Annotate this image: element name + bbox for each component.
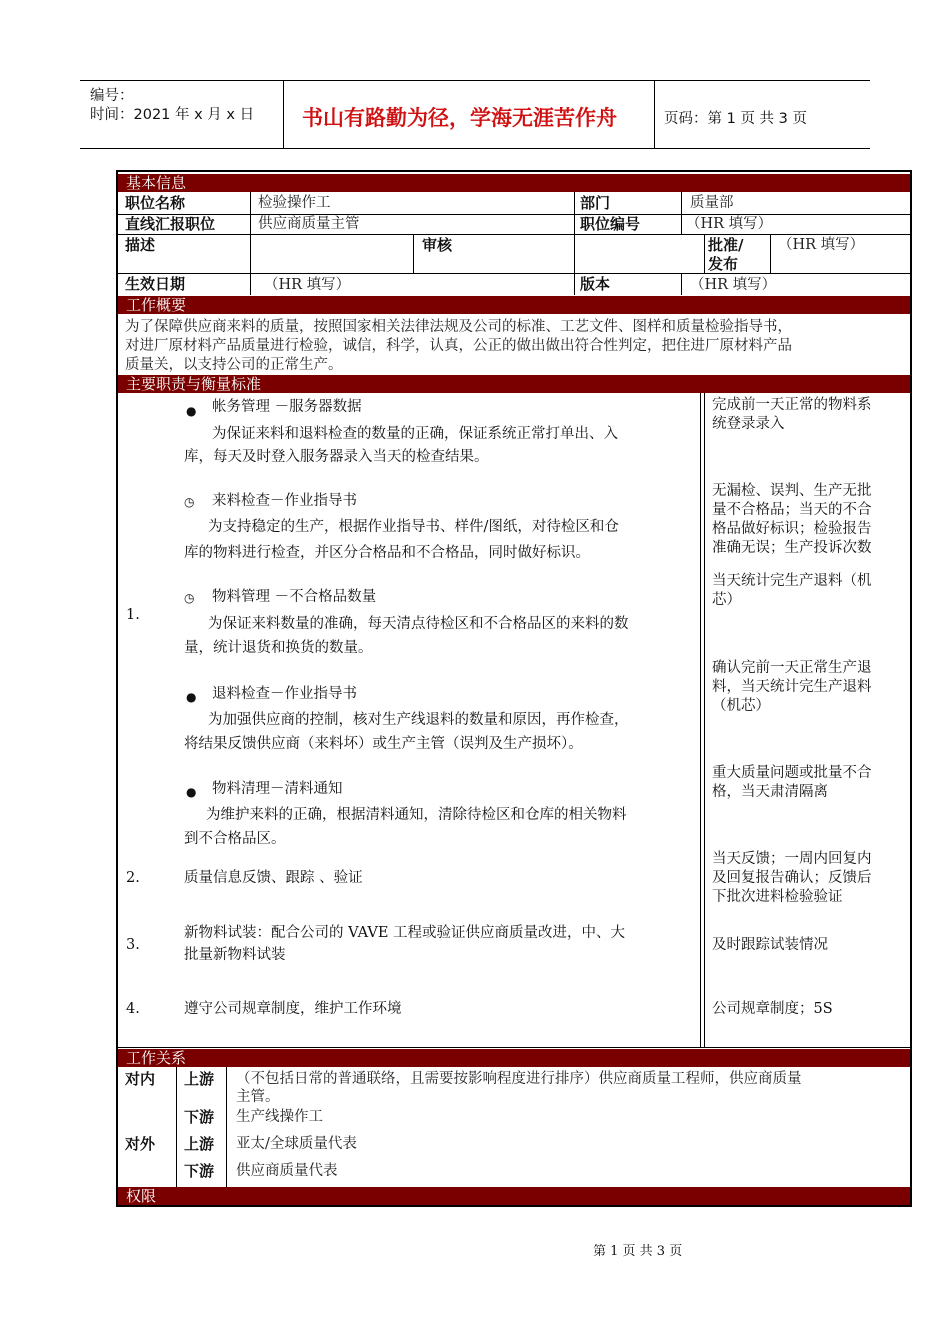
standard-2-line-4: 准确无误；生产投诉次数 (712, 540, 872, 556)
duty-3-line-1: 新物料试装：配合公司的 VAVE 工程或验证供应商质量改进，中、大 (184, 925, 626, 941)
label-internal-upstream: 上游 (184, 1070, 215, 1088)
duty-1-5-line-2: 到不合格品区。 (184, 831, 286, 847)
duty-1-3-line-2: 量，统计退货和换货的数量。 (184, 640, 373, 656)
value-position-number: （HR 填写） (686, 216, 773, 232)
grid-line (226, 1067, 227, 1187)
grid-line (704, 393, 705, 1048)
standard-6-line-1: 当天反馈；一周内回复内 (712, 851, 872, 867)
header-number: 编号： (90, 88, 134, 104)
label-department: 部门 (580, 194, 611, 212)
label-position-name: 职位名称 (125, 194, 186, 212)
label-external-downstream: 下游 (184, 1162, 215, 1180)
standard-6-line-2: 及回复报告确认；反馈后 (712, 870, 872, 886)
grid-line (176, 1067, 177, 1187)
value-department: 质量部 (690, 195, 734, 211)
section-title-relations: 工作关系 (126, 1049, 187, 1067)
clock-icon: ◷ (184, 495, 195, 509)
grid-line (770, 234, 771, 273)
header-slogan: 书山有路勤为径，学海无涯苦作舟 (302, 106, 617, 130)
bullet-icon: ● (186, 785, 197, 799)
duty-1-3-line-1: 为保证来料数量的准确，每天清点待检区和不合格品区的来料的数 (208, 616, 629, 632)
section-title-overview: 工作概要 (126, 296, 187, 314)
table-right-border (910, 170, 912, 1206)
standard-5-line-1: 重大质量问题或批量不合 (712, 765, 872, 781)
duty-1-3-title: 物料管理 －不合格品数量 (212, 589, 377, 605)
value-version: （HR 填写） (690, 277, 777, 293)
label-report-to: 直线汇报职位 (125, 215, 216, 233)
grid-line (118, 214, 910, 215)
duty-1-1-title: 帐务管理 －服务器数据 (212, 399, 362, 415)
standard-4-line-1: 确认完前一天正常生产退 (712, 660, 872, 676)
label-internal-downstream: 下游 (184, 1108, 215, 1126)
standard-5-line-2: 格，当天肃清隔离 (712, 784, 828, 800)
bullet-icon: ● (186, 690, 197, 704)
standard-4-line-2: 料，当天统计完生产退料 (712, 679, 872, 695)
internal-upstream-line-1: （不包括日常的普通联络，且需要按影响程度进行排序）供应商质量工程师，供应商质量 (236, 1071, 802, 1087)
duty-number-3: 3. (126, 937, 140, 953)
header-time: 时间：2021 年 x 月 x 日 (90, 107, 255, 123)
section-bar-basic-info (118, 174, 910, 192)
grid-line (700, 393, 701, 1048)
value-report-to: 供应商质量主管 (258, 216, 360, 232)
label-external: 对外 (125, 1135, 156, 1153)
standard-1-line-2: 统登录录入 (712, 416, 785, 432)
section-bar-relations (118, 1049, 910, 1067)
label-internal: 对内 (125, 1070, 156, 1088)
header-divider-left (283, 80, 284, 148)
internal-upstream-line-2: 主管。 (236, 1089, 280, 1105)
duty-1-1-line-2: 库，每天及时登入服务器录入当天的检查结果。 (184, 449, 489, 465)
table-top-border (116, 170, 912, 172)
label-effective-date: 生效日期 (125, 275, 186, 293)
label-approve: 批准/ (708, 236, 744, 254)
duty-1-4-line-1: 为加强供应商的控制，核对生产线退料的数量和原因，再作检查， (208, 712, 629, 728)
duty-number-4: 4. (126, 1001, 140, 1017)
grid-line (250, 192, 251, 295)
standard-2-line-3: 格品做好标识；检验报告 (712, 521, 872, 537)
label-publish: 发布 (708, 255, 739, 273)
section-bar-duties (118, 375, 910, 393)
header-page-number: 页码：第 1 页 共 3 页 (664, 111, 807, 127)
section-bar-overview (118, 296, 910, 314)
grid-line (681, 273, 682, 295)
duty-1-4-title: 退料检查－作业指导书 (212, 686, 357, 702)
section-bar-authority (118, 1187, 910, 1205)
duty-1-2-line-1: 为支持稳定的生产，根据作业指导书、样件/图纸，对待检区和仓 (208, 519, 619, 535)
clock-icon: ◷ (184, 591, 195, 605)
duty-1-5-line-1: 为维护来料的正确，根据清料通知，清除待检区和仓库的相关物料 (206, 807, 627, 823)
header-top-rule (80, 80, 870, 81)
label-review: 审核 (422, 236, 453, 254)
grid-line (574, 192, 575, 295)
duty-4-text: 遵守公司规章制度，维护工作环境 (184, 1001, 402, 1017)
section-title-duties: 主要职责与衡量标准 (126, 375, 262, 393)
duty-1-2-line-2: 库的物料进行检查，并区分合格品和不合格品，同时做好标识。 (184, 545, 590, 561)
value-approve: （HR 填写） (778, 237, 865, 253)
overview-line-1: 为了保障供应商来料的质量，按照国家相关法律法规及公司的标准、工艺文件、图样和质量检验指导书， (125, 319, 792, 335)
standard-3-line-1: 当天统计完生产退料（机 (712, 573, 872, 589)
overview-line-3: 质量关，以支持公司的正常生产。 (125, 357, 343, 373)
internal-downstream: 生产线操作工 (236, 1109, 323, 1125)
standard-8: 公司规章制度；5S (712, 1001, 833, 1017)
grid-line (704, 234, 705, 273)
grid-line (413, 234, 414, 273)
value-effective-date: （HR 填写） (264, 277, 351, 293)
standard-1-line-1: 完成前一天正常的物料系 (712, 397, 872, 413)
header-divider-right (654, 80, 655, 148)
standard-6-line-3: 下批次进料检验验证 (712, 889, 843, 905)
overview-line-2: 对进厂原材料产品质量进行检验，诚信，科学，认真，公正的做出做出符合性判定，把住进厂原材料产品 (125, 338, 792, 354)
standard-3-line-2: 芯） (712, 592, 741, 608)
standard-4-line-3: （机芯） (712, 698, 770, 714)
standard-2-line-2: 量不合格品；当天的不合 (712, 502, 872, 518)
external-downstream: 供应商质量代表 (236, 1163, 338, 1179)
grid-line (118, 273, 910, 274)
standard-7: 及时跟踪试装情况 (712, 937, 828, 953)
duty-1-2-title: 来料检查－作业指导书 (212, 493, 357, 509)
footer-page-number: 第 1 页 共 3 页 (593, 1244, 683, 1259)
grid-line (118, 234, 910, 235)
duty-number-1: 1. (126, 607, 140, 623)
grid-line (118, 1047, 910, 1048)
duty-3-line-2: 批量新物料试装 (184, 947, 286, 963)
duty-1-5-title: 物料清理－清料通知 (212, 781, 343, 797)
section-title-basic-info: 基本信息 (126, 174, 187, 192)
label-version: 版本 (580, 275, 611, 293)
value-position-name: 检验操作工 (258, 195, 331, 211)
grid-line (681, 192, 682, 234)
label-position-number: 职位编号 (580, 215, 641, 233)
duty-2-text: 质量信息反馈、跟踪 、验证 (184, 870, 363, 886)
duty-1-1-line-1: 为保证来料和退料检查的数量的正确，保证系统正常打单出、入 (212, 426, 618, 442)
bullet-icon: ● (186, 404, 197, 418)
label-external-upstream: 上游 (184, 1135, 215, 1153)
table-bottom-border (116, 1205, 912, 1207)
section-title-authority: 权限 (126, 1187, 157, 1205)
standard-2-line-1: 无漏检、误判、生产无批 (712, 483, 872, 499)
duty-1-4-line-2: 将结果反馈供应商（来料坏）或生产主管（误判及生产损坏）。 (184, 736, 583, 752)
header-bottom-rule (80, 148, 870, 149)
external-upstream: 亚太/全球质量代表 (236, 1136, 357, 1152)
label-describe: 描述 (125, 236, 156, 254)
duty-number-2: 2. (126, 870, 140, 886)
